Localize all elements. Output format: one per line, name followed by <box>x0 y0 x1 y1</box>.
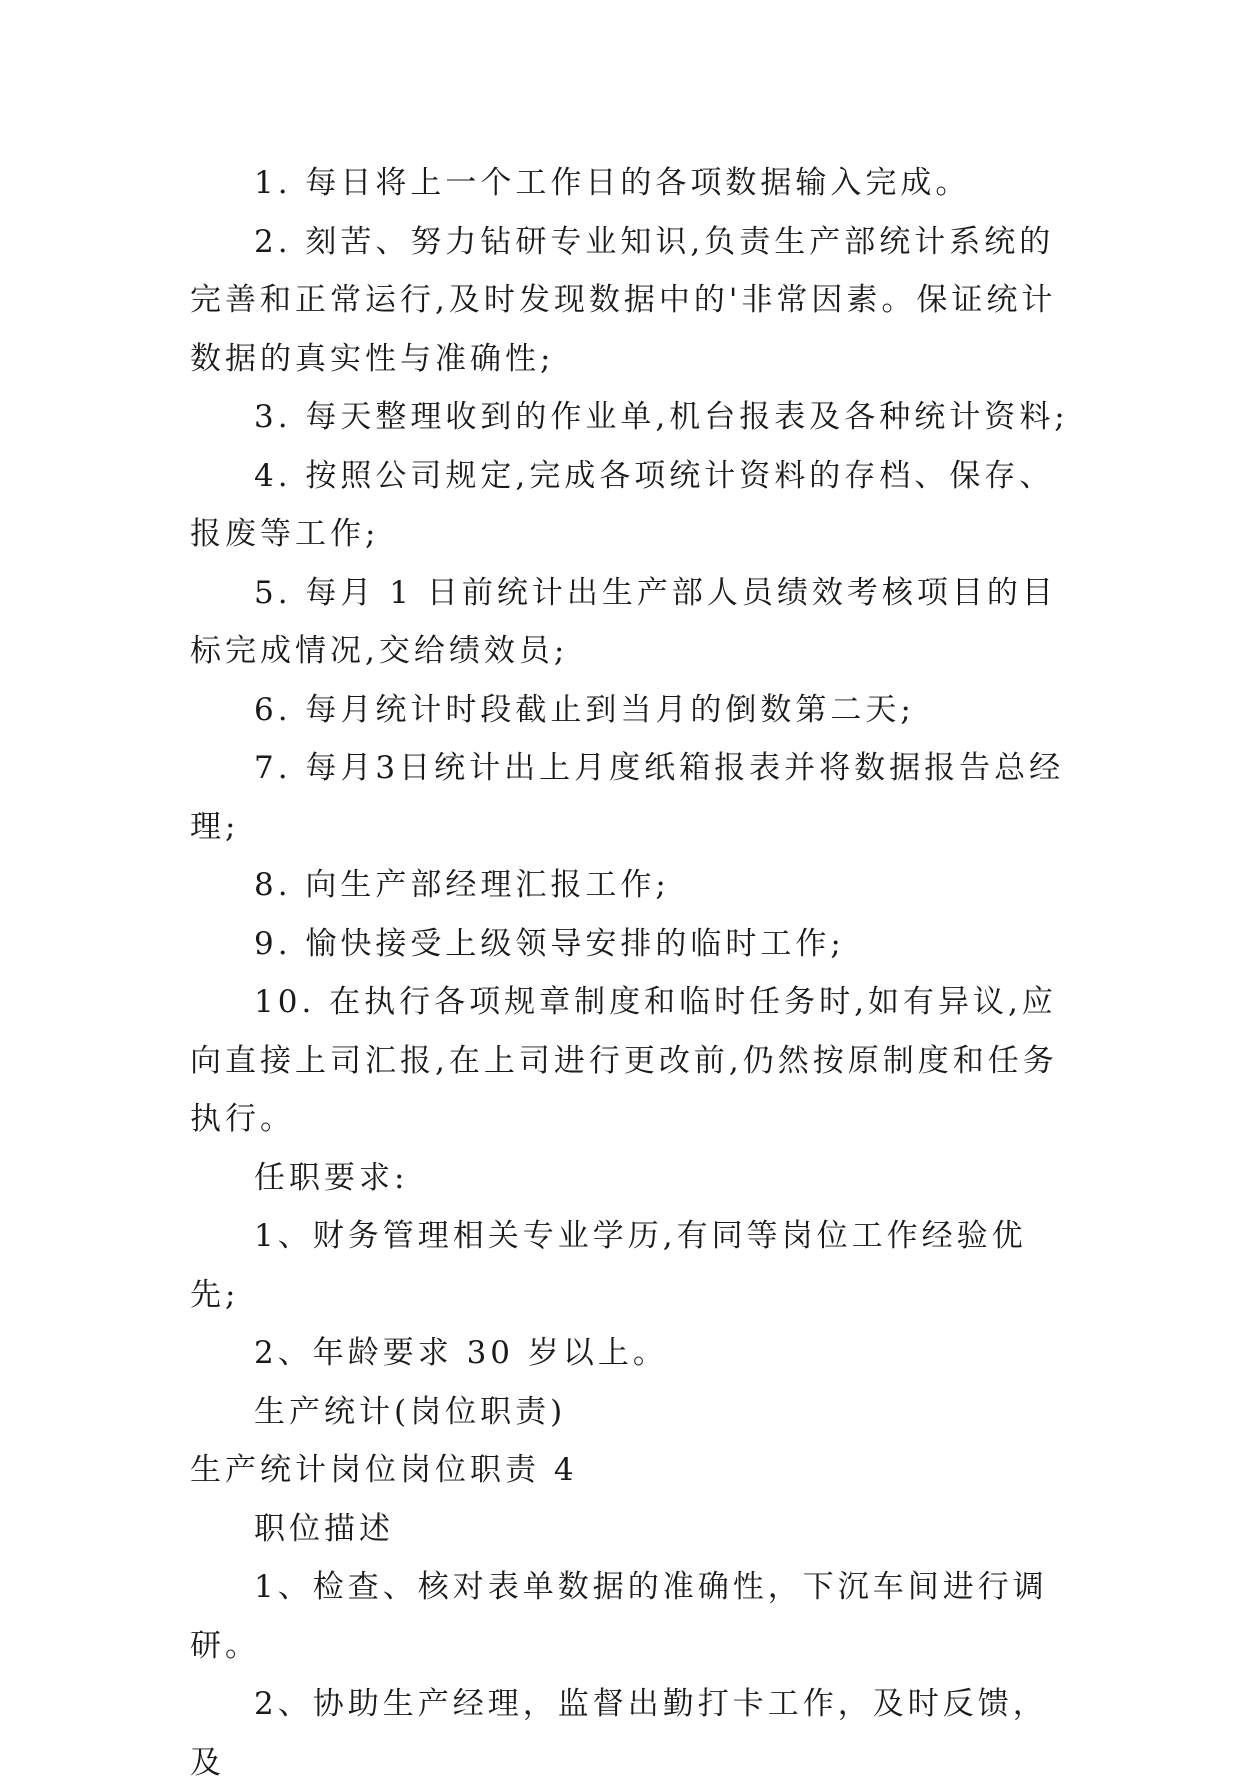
paragraph: 1. 每日将上一个工作日的各项数据输入完成。 <box>254 165 971 201</box>
document-body <box>190 154 1070 1792</box>
paragraph: 4. 按照公司规定,完成各项统计资料的存档、保存、报废等工作; <box>190 457 1055 552</box>
paragraph: 2、协助生产经理，监督出勤打卡工作，及时反馈，及 <box>190 1686 1048 1781</box>
section-heading: 生产统计(岗位职责) <box>254 1393 567 1430</box>
paragraph: 8. 向生产部经理汇报工作; <box>254 867 670 903</box>
paragraph: 1、检查、核对表单数据的准确性，下沉车间进行调研。 <box>190 1569 1048 1664</box>
section-heading-description: 职位描述 <box>254 1510 394 1547</box>
paragraph: 3. 每天整理收到的作业单,机台报表及各种统计资料; <box>254 399 1069 435</box>
section-heading-requirements: 任职要求: <box>254 1159 409 1196</box>
document-title: 生产统计岗位岗位职责 4 <box>190 1452 578 1488</box>
paragraph: 5. 每月 1 日前统计出生产部人员绩效考核项目的目标完成情况,交给绩效员; <box>190 574 1057 669</box>
paragraph: 1、财务管理相关专业学历,有同等岗位工作经验优先; <box>190 1218 1027 1313</box>
paragraph: 7. 每月3日统计出上月度纸箱报表并将数据报告总经理; <box>190 750 1065 845</box>
paragraph: 10. 在执行各项规章制度和临时任务时,如有异议,应向直接上司汇报,在上司进行更改前,仍然按原制度和任务执行。 <box>190 984 1058 1137</box>
paragraph: 9. 愉快接受上级领导安排的临时工作; <box>254 925 845 962</box>
paragraph: 2、年龄要求 30 岁以上。 <box>254 1335 668 1371</box>
paragraph: 2. 刻苦、努力钻研专业知识,负责生产部统计系统的完善和正常运行,及时发现数据中的'非常因素。保证统计数据的真实性与准确性; <box>190 223 1057 377</box>
paragraph: 6. 每月统计时段截止到当月的倒数第二天; <box>254 691 915 728</box>
